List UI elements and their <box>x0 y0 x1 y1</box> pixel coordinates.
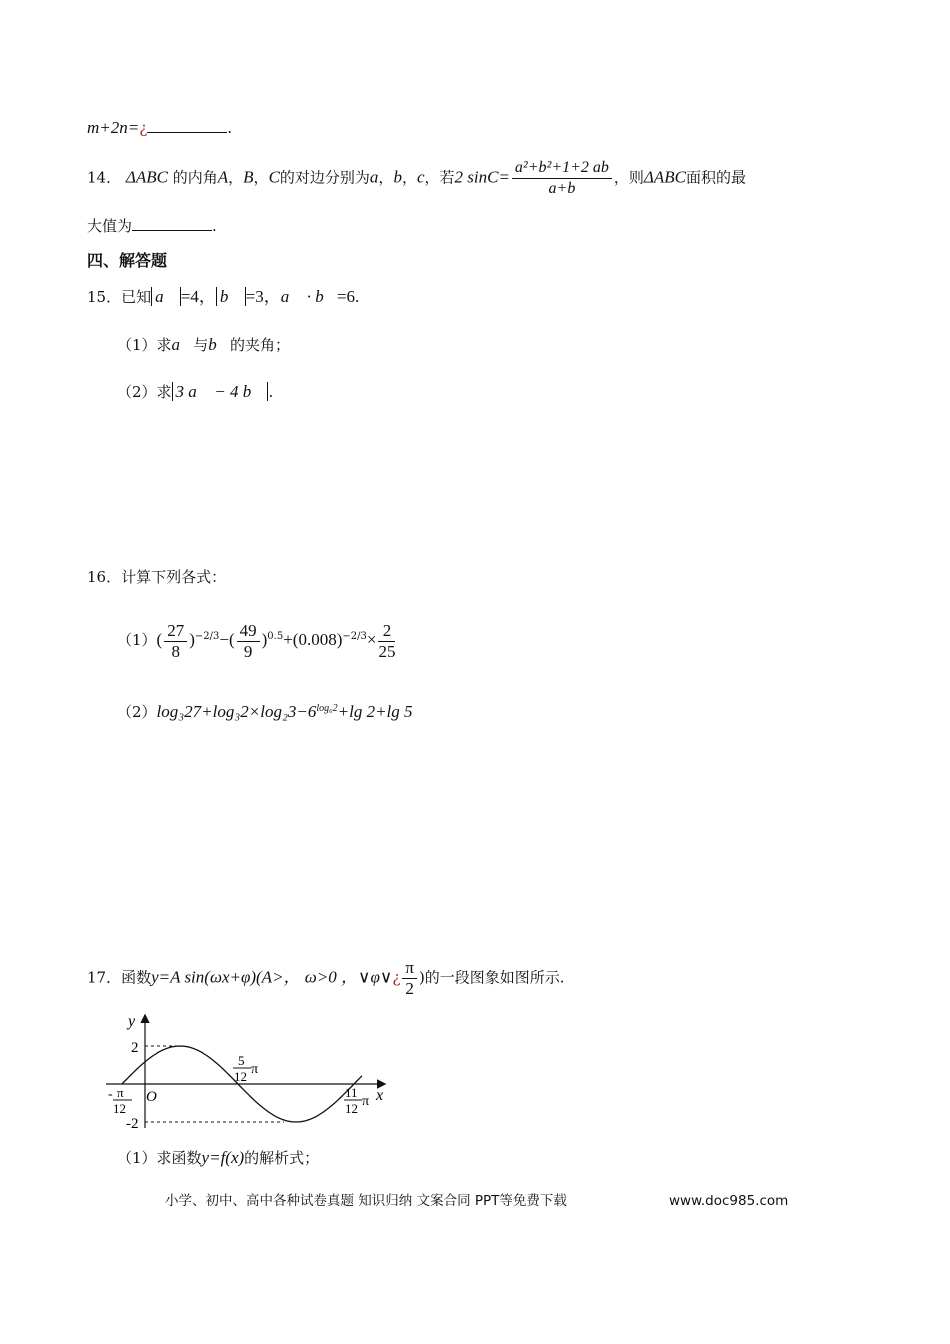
frac-den: 8 <box>171 641 180 661</box>
q16-term: +(0.008) <box>283 630 343 649</box>
q16-frac-27-8 <box>164 621 187 662</box>
question-15-part2 <box>117 382 273 402</box>
q16-frac-49-9 <box>237 621 260 662</box>
q15-abs-a: a⃗ <box>151 287 181 306</box>
right-tick-pi: π <box>362 1094 370 1109</box>
q14-sep: ， <box>228 168 244 187</box>
paren-close: ) <box>189 630 195 649</box>
q14-sep: ， <box>378 168 394 187</box>
q15-part1-label: （1）求 <box>117 336 172 354</box>
frac-den: 9 <box>243 641 253 661</box>
answer-blank <box>132 216 212 231</box>
q14-B: B <box>243 167 254 187</box>
q17-part1-label: （1）求函数 <box>117 1149 202 1167</box>
q14-text: 的对边分别为 <box>279 168 370 187</box>
question-14-line2 <box>87 216 217 236</box>
answer-blank <box>147 118 227 133</box>
q14-frac-den: a+b <box>548 180 576 197</box>
q15-vec-b: b⃗ <box>208 335 231 354</box>
q17-text: 的解析式； <box>244 1149 320 1167</box>
q15-abs-b: b⃗ <box>216 287 246 306</box>
frac-num: 2 <box>378 621 395 642</box>
mid-tick-num: 5 <box>238 1053 245 1068</box>
y-axis-label: y <box>128 1013 136 1030</box>
question-14 <box>87 158 746 202</box>
q16-part1-label: （1） <box>117 631 157 649</box>
q17-fx: y=f(x) <box>201 1148 245 1167</box>
frac-num: 49 <box>237 621 260 642</box>
x-axis-label: x <box>376 1087 384 1104</box>
q17-function: y=A sin(ωx+φ)(A>， ω>0 ，∨φ∨ <box>151 967 393 987</box>
q17-number: 17．函数 <box>87 968 152 987</box>
q16-log-expr: log₃27+log₃2×log₂3−6 <box>156 702 317 721</box>
frac-den: 2 <box>405 979 414 998</box>
question-16-part2 <box>117 699 413 722</box>
q15-part2-label: （2）求 <box>117 383 172 401</box>
footer-url[interactable]: www.doc985.com <box>669 1193 789 1209</box>
question-15-part1 <box>117 335 290 355</box>
mid-tick-den: 12 <box>234 1069 247 1084</box>
footer-text: 小学、初中、高中各种试卷真题 知识归纳 文案合同 PPT等免费下载 <box>165 1193 567 1209</box>
question-16-title: 16．计算下列各式： <box>87 568 227 586</box>
expr-m-2n: m+2n= <box>87 118 140 137</box>
q16-exponent: −2/3 <box>342 631 367 642</box>
period: . <box>227 119 233 137</box>
q14-number: 14． <box>87 168 122 187</box>
q16-exponent: −2/3 <box>194 631 220 642</box>
q14-sep: ， <box>401 168 417 187</box>
frac-num: π <box>402 958 417 979</box>
q15-eq: =3， <box>245 287 281 306</box>
left-tick-num: π <box>117 1085 124 1100</box>
q14-A: A <box>217 167 229 187</box>
q14-c: c <box>416 167 425 187</box>
y-max-label: 2 <box>131 1040 139 1056</box>
q14-text: 大值为 <box>87 217 133 235</box>
q14-frac-num: a²+b²+1+2 ab <box>512 158 612 179</box>
mid-tick-pi: π <box>251 1062 259 1077</box>
q14-fraction <box>512 158 612 199</box>
frac-den: 25 <box>378 641 396 661</box>
q14-C: C <box>268 167 280 187</box>
q15-text: 的夹角； <box>230 336 291 354</box>
q15-abs-expr: 3 a⃗ − 4 b⃗ <box>172 382 269 401</box>
unknown-glyph: ¿ <box>392 968 401 987</box>
left-tick-sign: - <box>108 1087 113 1102</box>
q14-triangle: ΔABC <box>125 167 168 187</box>
question-17-part1 <box>117 1148 319 1168</box>
q16-exponent: log₆2 <box>316 703 338 714</box>
y-min-label: -2 <box>126 1116 139 1132</box>
q14-sep: ， <box>253 168 269 187</box>
origin-label: O <box>146 1089 157 1105</box>
q15-eq: =4， <box>180 287 216 306</box>
q16-frac-2-25 <box>378 621 395 662</box>
right-tick-den: 12 <box>345 1101 358 1116</box>
q15-vec-a: a⃗ <box>171 335 194 354</box>
right-tick-num: 11 <box>345 1085 358 1100</box>
frac-num: 27 <box>164 621 187 642</box>
question-15 <box>87 287 359 307</box>
q17-text: )的一段图象如图所示. <box>418 968 565 987</box>
q14-text: 面积的最 <box>686 168 747 187</box>
minus-sign: −( <box>219 630 235 649</box>
paren-close: ) <box>261 630 268 649</box>
q14-lhs: 2 sinC= <box>454 167 510 187</box>
section-heading: 四、解答题 <box>87 251 168 270</box>
period: . <box>268 383 274 401</box>
times-sign: × <box>366 630 377 649</box>
left-tick-den: 12 <box>113 1101 126 1116</box>
q14-text: ，则 <box>613 168 644 187</box>
q16-log-expr: +lg 2+lg 5 <box>337 702 413 721</box>
q14-b: b <box>393 167 402 187</box>
q16-exponent: 0.5 <box>267 631 284 642</box>
q15-dot-product: a⃗ · b⃗ <box>280 287 337 306</box>
answer-line-m-plus-2n <box>87 118 232 138</box>
period: . <box>212 217 217 235</box>
sine-graph <box>100 1010 400 1138</box>
question-16-part1 <box>117 612 397 664</box>
q14-text: 的内角 <box>167 168 218 187</box>
q15-text: 与 <box>193 336 209 354</box>
q16-part2-label: （2） <box>117 703 157 721</box>
unknown-glyph: ¿ <box>139 119 148 137</box>
paren-open: ( <box>156 630 163 649</box>
q17-frac-pi-2 <box>402 958 417 999</box>
q14-text: ，若 <box>424 168 455 187</box>
q14-a: a <box>369 167 379 187</box>
q15-number: 15．已知 <box>87 288 152 306</box>
question-17 <box>87 958 565 1002</box>
q14-triangle: ΔABC <box>643 167 687 187</box>
q15-eq: =6. <box>336 287 360 306</box>
